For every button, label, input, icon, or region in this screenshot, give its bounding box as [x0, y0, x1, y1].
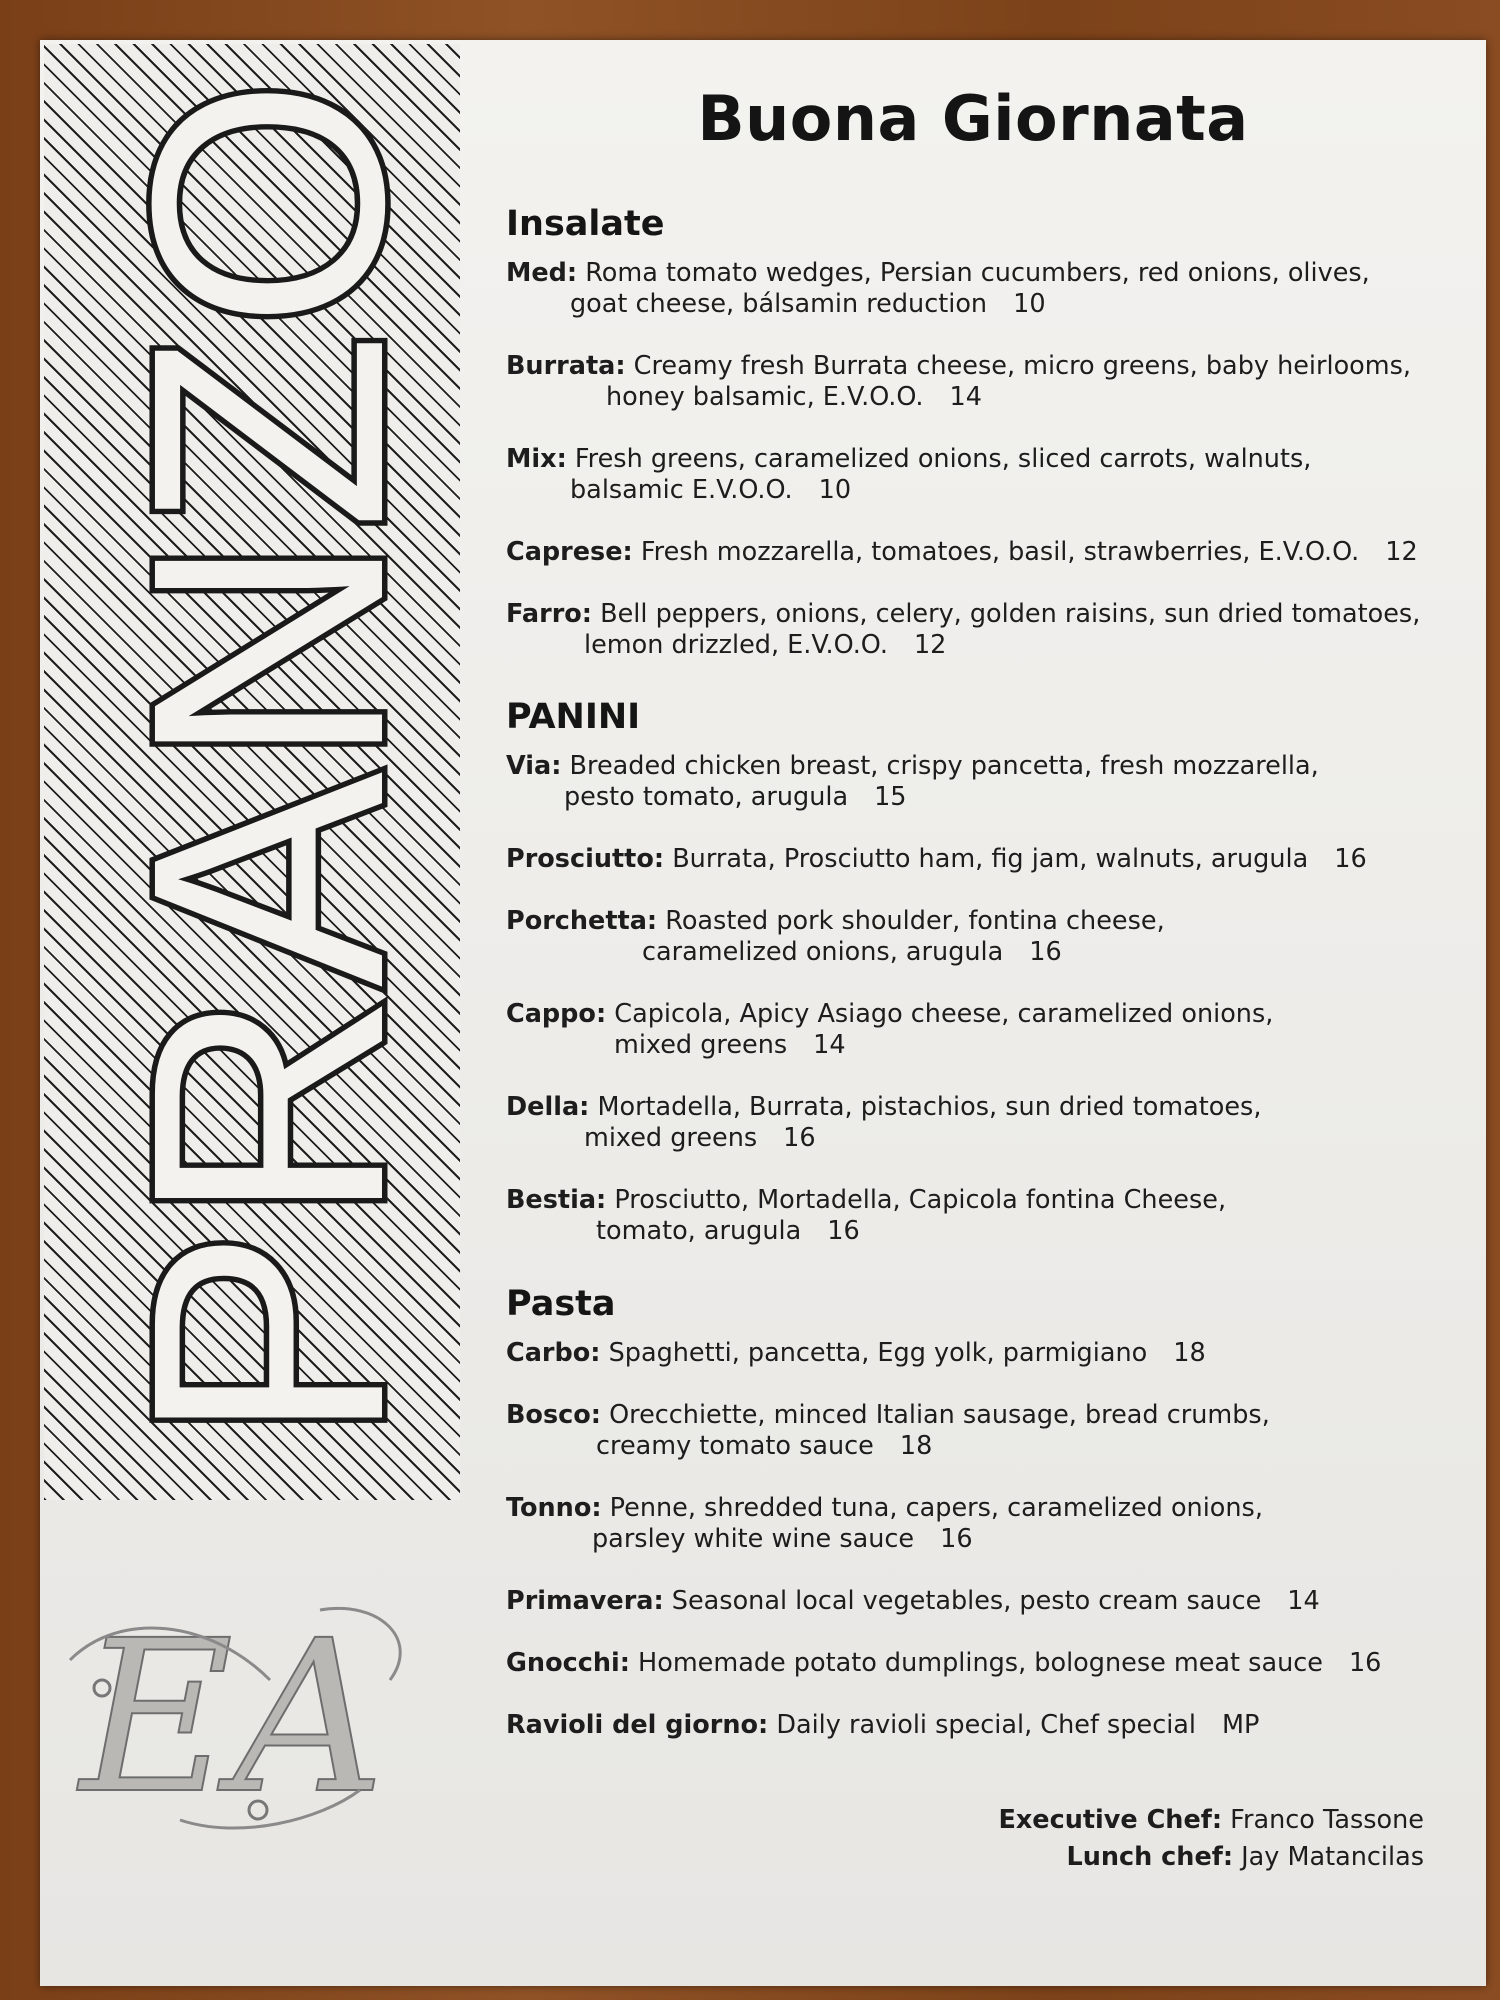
item-price: 10	[1013, 289, 1046, 319]
item-description: Orecchiette, minced Italian sausage, bread crumbs,	[609, 1400, 1270, 1430]
item-price: 16	[1348, 1648, 1382, 1678]
item-description-cont: mixed greens	[584, 1123, 758, 1153]
lunch-chef-label: Lunch chef:	[1066, 1842, 1234, 1872]
item-price: 18	[899, 1431, 933, 1461]
executive-chef-line	[998, 1802, 1424, 1839]
item-name: Carbo:	[506, 1338, 601, 1368]
item-price: 16	[827, 1216, 860, 1246]
menu-item	[506, 1648, 1456, 1679]
menu-item	[506, 906, 1456, 968]
menu-item	[506, 751, 1456, 813]
menu-item	[506, 258, 1456, 320]
item-description: Spaghetti, pancetta, Egg yolk, parmigiano	[608, 1338, 1148, 1368]
item-price: 14	[1287, 1586, 1320, 1616]
item-description: Bell peppers, onions, celery, golden raisins, sun dried tomatoes,	[600, 599, 1421, 629]
item-description-cont: pesto tomato, arugula	[564, 782, 849, 812]
item-description-cont: creamy tomato sauce	[596, 1431, 874, 1461]
item-description-cont: caramelized onions, arugula	[642, 937, 1004, 967]
pranzo-word: PRANZO	[83, 44, 452, 1444]
menu-content	[40, 40, 1486, 1986]
item-price: 16	[940, 1524, 973, 1554]
menu-item	[506, 1338, 1456, 1369]
menu-item	[506, 1493, 1456, 1555]
item-name: Porchetta:	[506, 906, 658, 936]
menu-item	[506, 351, 1456, 413]
item-price: 10	[818, 475, 852, 505]
item-name: Gnocchi:	[506, 1648, 630, 1678]
item-price: 14	[813, 1030, 846, 1060]
item-description-cont: balsamic E.V.O.O.	[570, 475, 793, 505]
item-price: 12	[1385, 537, 1418, 567]
item-name: Bestia:	[506, 1185, 607, 1215]
executive-chef-name: Franco Tassone	[1230, 1805, 1424, 1835]
item-price: MP	[1222, 1710, 1260, 1740]
item-price: 18	[1173, 1338, 1206, 1368]
item-name: Farro:	[506, 599, 593, 629]
item-description-cont: goat cheese, bálsamin reduction	[570, 289, 988, 319]
executive-chef-label: Executive Chef:	[998, 1805, 1223, 1835]
section-title-pasta: Pasta	[506, 1284, 616, 1324]
item-name: Bosco:	[506, 1400, 601, 1430]
item-name: Primavera:	[506, 1586, 664, 1616]
menu-item	[506, 1185, 1456, 1247]
item-name: Via:	[506, 751, 562, 781]
menu-item	[506, 844, 1456, 875]
item-price: 16	[1029, 937, 1062, 967]
item-price: 15	[874, 782, 907, 812]
item-description: Mortadella, Burrata, pistachios, sun dried tomatoes,	[597, 1092, 1262, 1122]
menu-item	[506, 999, 1456, 1061]
item-description: Capicola, Apicy Asiago cheese, caramelized onions,	[614, 999, 1274, 1029]
item-description: Prosciutto, Mortadella, Capicola fontina Cheese,	[614, 1185, 1227, 1215]
item-description-cont: tomato, arugula	[596, 1216, 802, 1246]
lunch-chef-name: Jay Matancilas	[1241, 1842, 1424, 1872]
item-price: 16	[783, 1123, 816, 1153]
item-description-cont: parsley white wine sauce	[592, 1524, 915, 1554]
item-price: 16	[1334, 844, 1367, 874]
item-description: Roma tomato wedges, Persian cucumbers, red onions, olives,	[585, 258, 1370, 288]
item-description: Creamy fresh Burrata cheese, micro greens, baby heirlooms,	[633, 351, 1412, 381]
menu-item	[506, 1586, 1456, 1617]
menu-page	[40, 40, 1486, 1986]
item-name: Prosciutto:	[506, 844, 665, 874]
item-description: Burrata, Prosciutto ham, fig jam, walnuts, arugula	[672, 844, 1309, 874]
item-name: Tonno:	[506, 1493, 602, 1523]
menu-item	[506, 1400, 1456, 1462]
item-description: Seasonal local vegetables, pesto cream sauce	[671, 1586, 1262, 1616]
item-price: 12	[913, 630, 947, 660]
item-name: Della:	[506, 1092, 590, 1122]
item-description: Breaded chicken breast, crispy pancetta, fresh mozzarella,	[569, 751, 1319, 781]
menu-item	[506, 1710, 1456, 1741]
section-title-panini: PANINI	[506, 697, 641, 737]
lunch-chef-line	[998, 1839, 1424, 1876]
item-name: Ravioli del giorno:	[506, 1710, 769, 1740]
page-title: Buona Giornata	[697, 82, 1249, 155]
chef-credits	[998, 1802, 1424, 1876]
item-description: Penne, shredded tuna, capers, caramelized onions,	[609, 1493, 1263, 1523]
item-name: Cappo:	[506, 999, 607, 1029]
menu-item	[506, 537, 1456, 568]
menu-item	[506, 444, 1456, 506]
item-price: 14	[949, 382, 982, 412]
item-description: Fresh greens, caramelized onions, sliced carrots, walnuts,	[574, 444, 1312, 474]
item-description: Fresh mozzarella, tomatoes, basil, strawberries, E.V.O.O.	[640, 537, 1360, 567]
item-name: Med:	[506, 258, 578, 288]
item-description: Roasted pork shoulder, fontina cheese,	[665, 906, 1165, 936]
item-description: Homemade potato dumplings, bolognese meat sauce	[638, 1648, 1323, 1678]
item-description-cont: mixed greens	[614, 1030, 788, 1060]
menu-item	[506, 1092, 1456, 1154]
section-title-insalate: Insalate	[506, 204, 665, 244]
item-name: Caprese:	[506, 537, 633, 567]
item-description-cont: honey balsamic, E.V.O.O.	[606, 382, 924, 412]
item-description: Daily ravioli special, Chef special	[776, 1710, 1197, 1740]
item-name: Mix:	[506, 444, 567, 474]
ea-monogram: EA	[80, 1595, 385, 1840]
item-name: Burrata:	[506, 351, 626, 381]
menu-item	[506, 599, 1456, 661]
item-description-cont: lemon drizzled, E.V.O.O.	[584, 630, 888, 660]
